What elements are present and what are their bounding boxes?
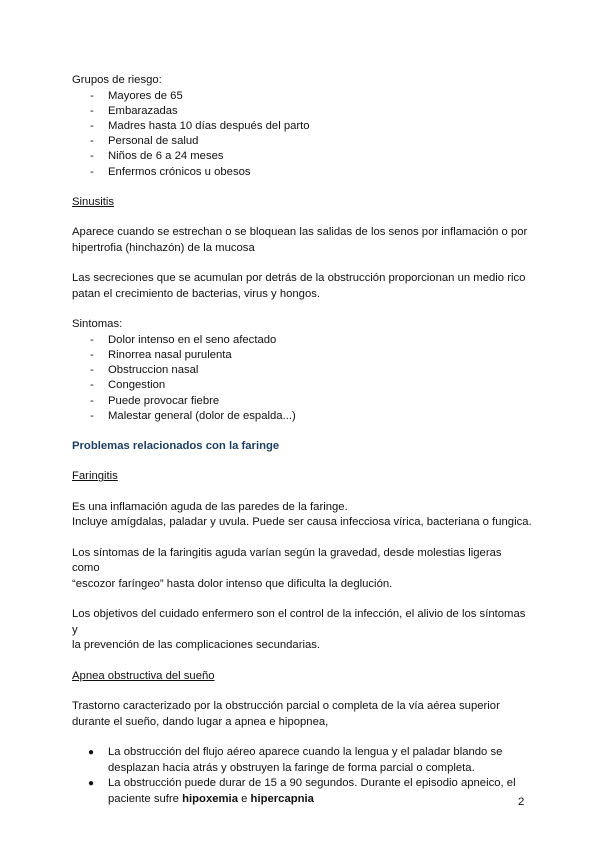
bullet-icon: ● — [88, 778, 95, 790]
list-item: - Personal de salud — [72, 134, 532, 149]
risk-groups-title: Grupos de riesgo: — [72, 74, 162, 86]
sinusitis-title: Sinusitis — [72, 195, 115, 208]
list-item: - Madres hasta 10 días después del parto — [72, 119, 532, 134]
list-item: - Enfermos crónicos u obesos — [72, 165, 532, 180]
faringitis-title: Faringitis — [72, 470, 118, 483]
sinusitis-paragraph-2: Las secreciones que se acumulan por detrás de la obstrucción proporcionan un medio rico patan el crecimiento de bacterias, virus y hongos. — [72, 272, 526, 300]
bold-term: hipoxemia — [182, 792, 238, 805]
list-item: - Niños de 6 a 24 meses — [72, 149, 532, 164]
symptoms-list — [72, 333, 532, 424]
list-item: - Mayores de 65 — [72, 89, 532, 104]
page-content — [72, 73, 532, 807]
apnea-bullet-list — [72, 745, 532, 807]
faringitis-paragraph-2: Los síntomas de la faringitis aguda varían según la gravedad, desde molestias ligeras como “escozor faríngeo” hasta dolor intenso que dificulta la deglución. — [72, 546, 502, 590]
symptoms-title: Sintomas: — [72, 318, 123, 331]
sinusitis-paragraph-1: Aparece cuando se estrechan o se bloquean las salidas de los senos por inflamación o por hipertrofia (hinchazón) de la mucosa — [72, 226, 528, 254]
list-item: - Malestar general (dolor de espalda...) — [72, 409, 532, 424]
list-item: - Congestion — [72, 378, 532, 393]
list-item: - Dolor intenso en el seno afectado — [72, 333, 532, 348]
faringitis-paragraph-1: Es una inflamación aguda de las paredes de la faringe. Incluye amígdalas, paladar y uvula. Puede ser causa infecciosa vírica, bacteriana o fungica. — [72, 500, 532, 529]
list-item: ● La obstrucción puede durar de 15 a 90 segundos. Durante el episodio apneico, el paciente sufre hipoxemia e hipercapnia — [88, 777, 516, 805]
list-item: ● La obstrucción del flujo aéreo aparece cuando la lengua y el paladar blando se desplazan hacia atrás y obstruyen la faringe de forma parcial o completa. — [88, 746, 503, 774]
risk-groups-list — [72, 89, 532, 180]
list-item: - Embarazadas — [72, 104, 532, 119]
list-item: - Puede provocar fiebre — [72, 394, 532, 409]
list-item: - Rinorrea nasal purulenta — [72, 348, 532, 363]
bullet-icon: ● — [88, 747, 95, 759]
faringitis-paragraph-3: Los objetivos del cuidado enfermero son el control de la infección, el alivio de los síntomas y la prevención de las complicaciones secundarias. — [72, 608, 526, 652]
apnea-title: Apnea obstructiva del sueño — [72, 669, 215, 682]
page-number: 2 — [518, 796, 525, 808]
section-heading-pharynx: Problemas relacionados con la faringe — [72, 439, 280, 452]
list-item: - Obstruccion nasal — [72, 363, 532, 378]
bold-term: hipercapnia — [250, 792, 314, 805]
apnea-paragraph-1: Trastorno caracterizado por la obstrucción parcial o completa de la vía aérea superior durante el sueño, dando lugar a apnea e hipopnea, — [72, 700, 500, 728]
